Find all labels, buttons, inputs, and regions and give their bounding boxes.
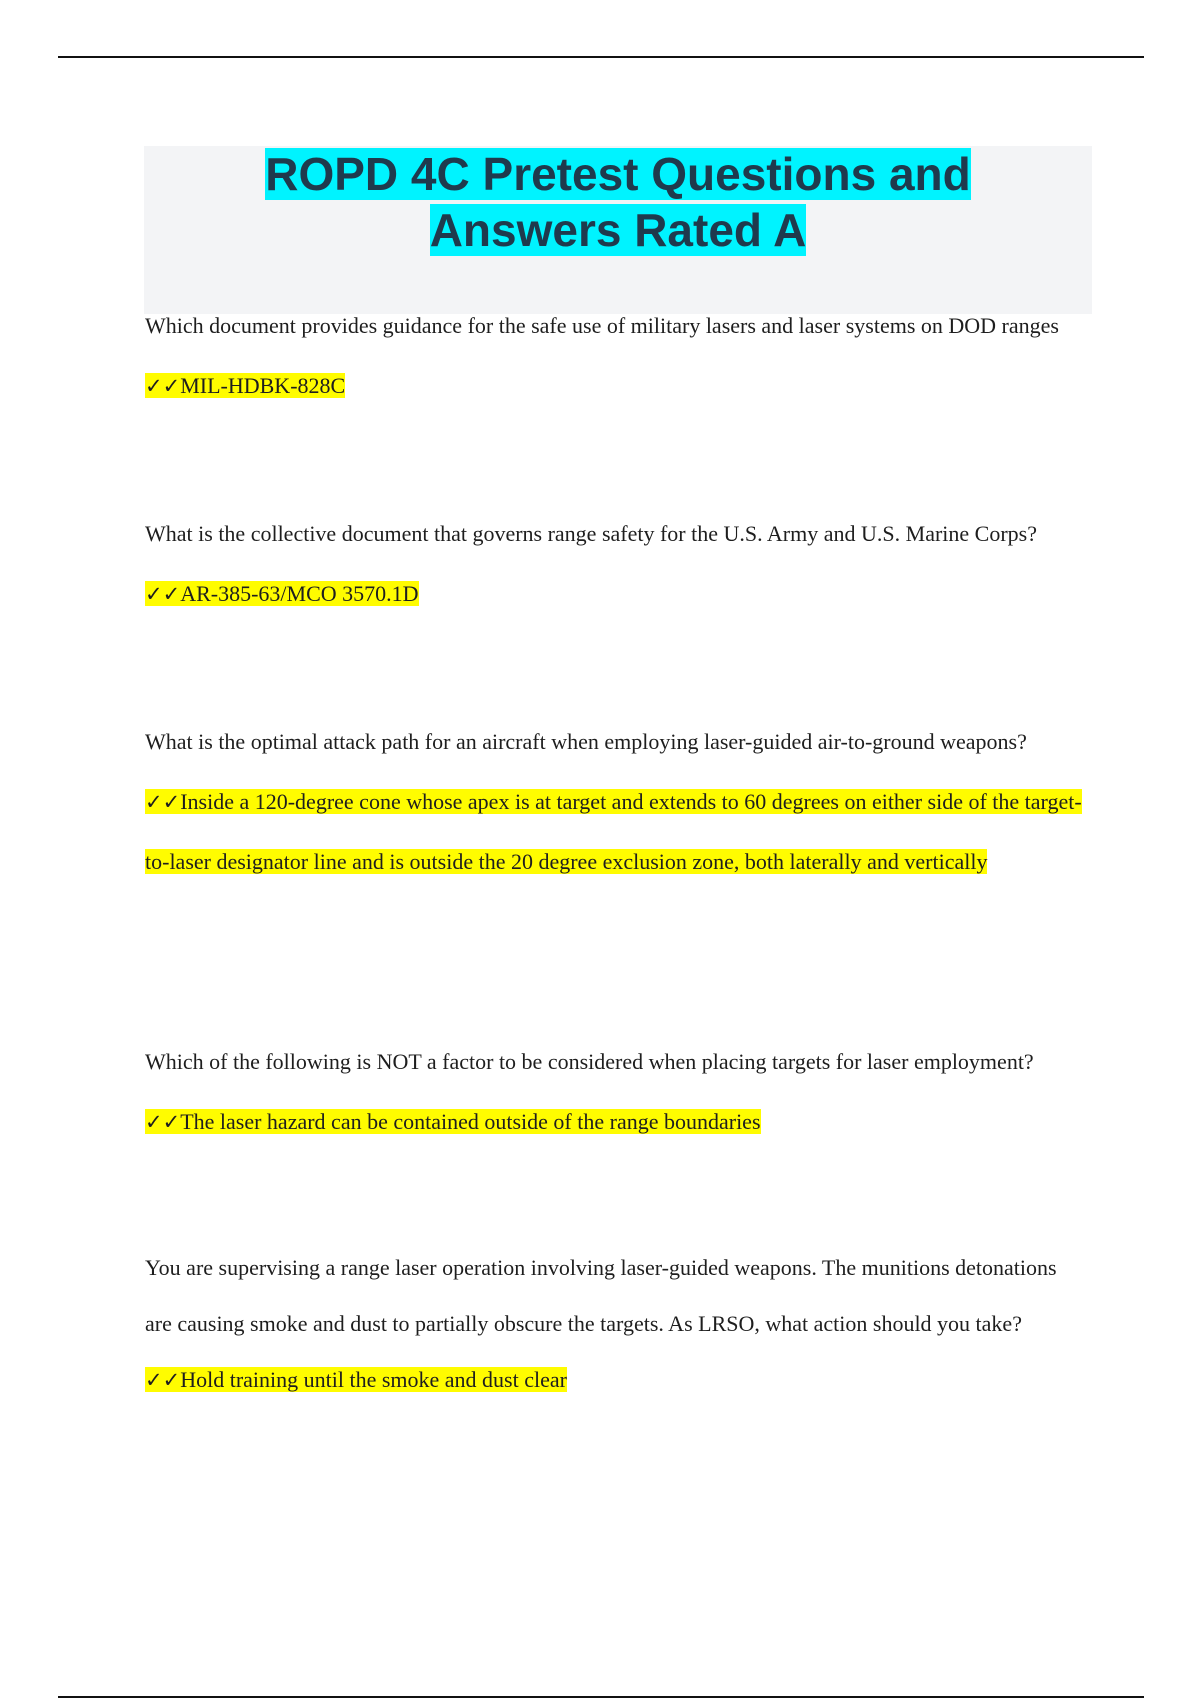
qa-item-4 (145, 1032, 1085, 1152)
qa-item-5 (145, 1240, 1085, 1408)
question-text: What is the collective document that governs range safety for the U.S. Army and U.S. Marine Corps? (145, 521, 1037, 546)
answer-highlight (145, 1367, 567, 1392)
answer-text: AR-385-63/MCO 3570.1D (180, 581, 419, 606)
answer-text: MIL-HDBK-828C (180, 373, 346, 398)
double-check-icon: ✓✓ (145, 1368, 181, 1392)
answer-text: Inside a 120-degree cone whose apex is at target and extends to 60 degrees on either side of the target-to-laser designator line and is outside the 20 degree exclusion zone, both laterally and vertically (145, 789, 1082, 874)
answer-highlight (145, 789, 1082, 874)
qa-item-3 (145, 712, 1085, 892)
double-check-icon: ✓✓ (145, 582, 181, 606)
double-check-icon: ✓✓ (145, 374, 181, 398)
question-text: Which document provides guidance for the safe use of military lasers and laser systems on DOD ranges (145, 313, 1059, 338)
top-rule (58, 56, 1144, 58)
question-text: Which of the following is NOT a factor to be considered when placing targets for laser employment? (145, 1049, 1034, 1074)
title-banner (144, 146, 1092, 314)
bottom-rule (58, 1696, 1144, 1698)
double-check-icon: ✓✓ (145, 1110, 181, 1134)
answer-highlight (145, 373, 345, 398)
answer-text: The laser hazard can be contained outside of the range boundaries (180, 1109, 761, 1134)
double-check-icon: ✓✓ (145, 790, 181, 814)
page-title: ROPD 4C Pretest Questions and Answers Rated A (265, 148, 971, 256)
qa-item-2 (145, 504, 1085, 624)
answer-text: Hold training until the smoke and dust clear (180, 1367, 567, 1392)
answer-highlight (145, 581, 419, 606)
qa-item-1 (145, 296, 1085, 416)
question-text: What is the optimal attack path for an aircraft when employing laser-guided air-to-ground weapons? (145, 729, 1027, 754)
answer-highlight (145, 1109, 761, 1134)
question-text: You are supervising a range laser operation involving laser-guided weapons. The munitions detonations are causing smoke and dust to partially obscure the targets. As LRSO, what action should you take? (145, 1255, 1057, 1336)
